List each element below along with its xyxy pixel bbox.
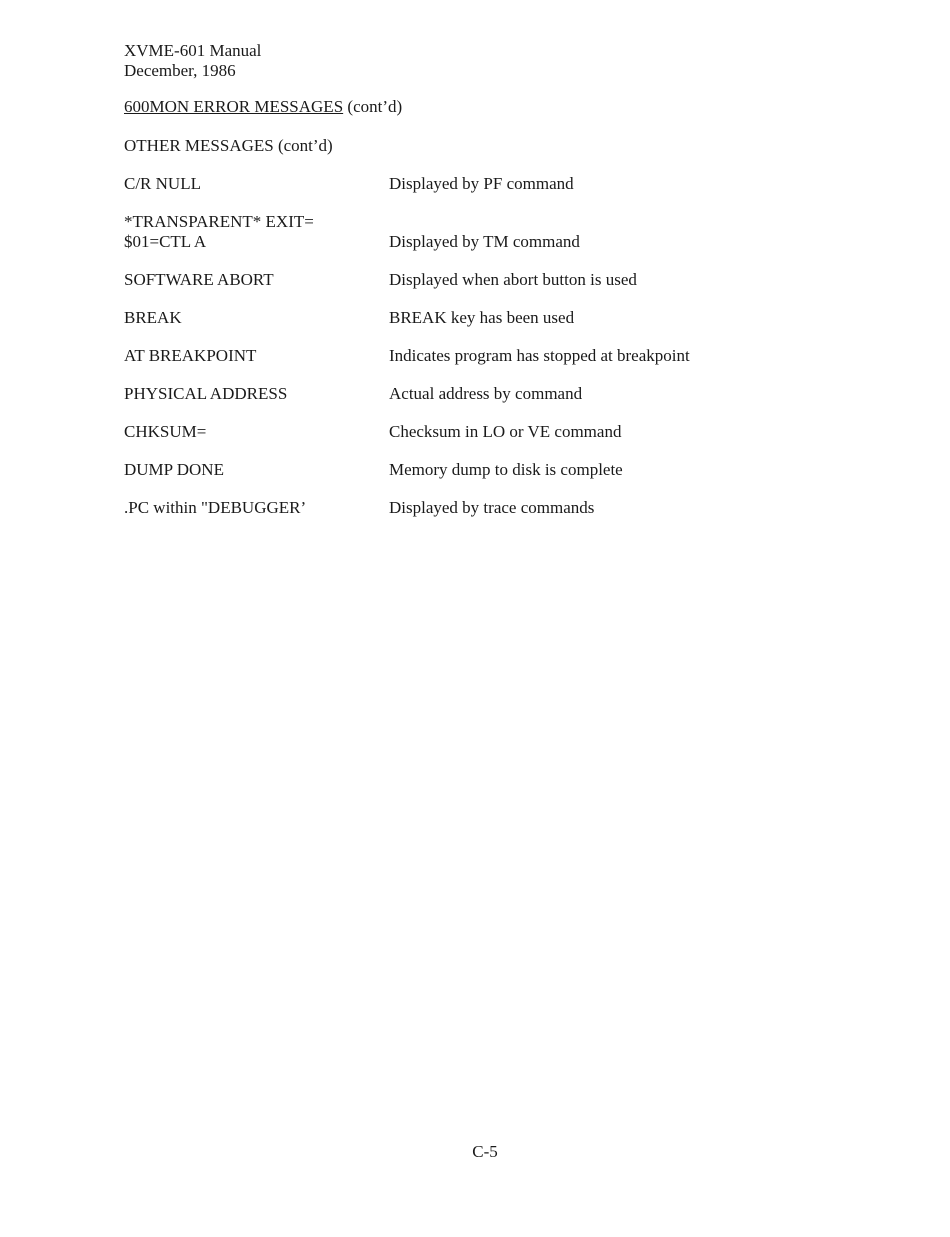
section-title-text: 600MON ERROR MESSAGES	[124, 97, 344, 116]
message-row	[124, 174, 824, 194]
message-description: Displayed by TM command	[389, 232, 580, 251]
page-header	[124, 41, 261, 81]
message-text	[124, 422, 389, 442]
message-line: PHYSICAL ADDRESS	[124, 384, 288, 403]
message-text	[124, 308, 389, 328]
message-row	[124, 270, 824, 290]
page-number: C-5	[472, 1142, 498, 1161]
manual-date: December, 1986	[124, 61, 236, 80]
section-heading	[124, 97, 402, 117]
message-row	[124, 212, 824, 252]
message-description: Displayed when abort button is used	[389, 270, 637, 289]
message-line: SOFTWARE ABORT	[124, 270, 274, 289]
message-text	[124, 174, 389, 194]
message-table	[124, 174, 824, 536]
subsection-heading: OTHER MESSAGES (cont’d)	[124, 136, 333, 155]
message-text	[124, 498, 389, 518]
message-description: Displayed by PF command	[389, 174, 574, 193]
message-row	[124, 308, 824, 328]
message-description: Actual address by command	[389, 384, 583, 403]
message-description: Checksum in LO or VE command	[389, 422, 622, 441]
message-description: Indicates program has stopped at breakpoint	[389, 346, 690, 365]
message-line: AT BREAKPOINT	[124, 346, 257, 365]
message-description: Memory dump to disk is complete	[389, 460, 623, 479]
message-row	[124, 346, 824, 366]
message-row	[124, 384, 824, 404]
message-description: BREAK key has been used	[389, 308, 575, 327]
message-text	[124, 460, 389, 480]
message-text	[124, 270, 389, 290]
message-line: CHKSUM=	[124, 422, 207, 441]
message-line: C/R NULL	[124, 174, 201, 193]
message-description: Displayed by trace commands	[389, 498, 595, 517]
message-text	[124, 212, 389, 252]
message-row	[124, 498, 824, 518]
message-text	[124, 346, 389, 366]
message-text	[124, 384, 389, 404]
manual-title: XVME-601 Manual	[124, 41, 262, 60]
message-row	[124, 422, 824, 442]
message-line: *TRANSPARENT* EXIT=	[124, 212, 314, 231]
section-title-suffix: (cont’d)	[343, 97, 403, 116]
message-row	[124, 460, 824, 480]
message-line: .PC within "DEBUGGER’	[124, 498, 307, 517]
message-line: BREAK	[124, 308, 182, 327]
message-line: DUMP DONE	[124, 460, 224, 479]
message-line: $01=CTL A	[124, 232, 207, 251]
